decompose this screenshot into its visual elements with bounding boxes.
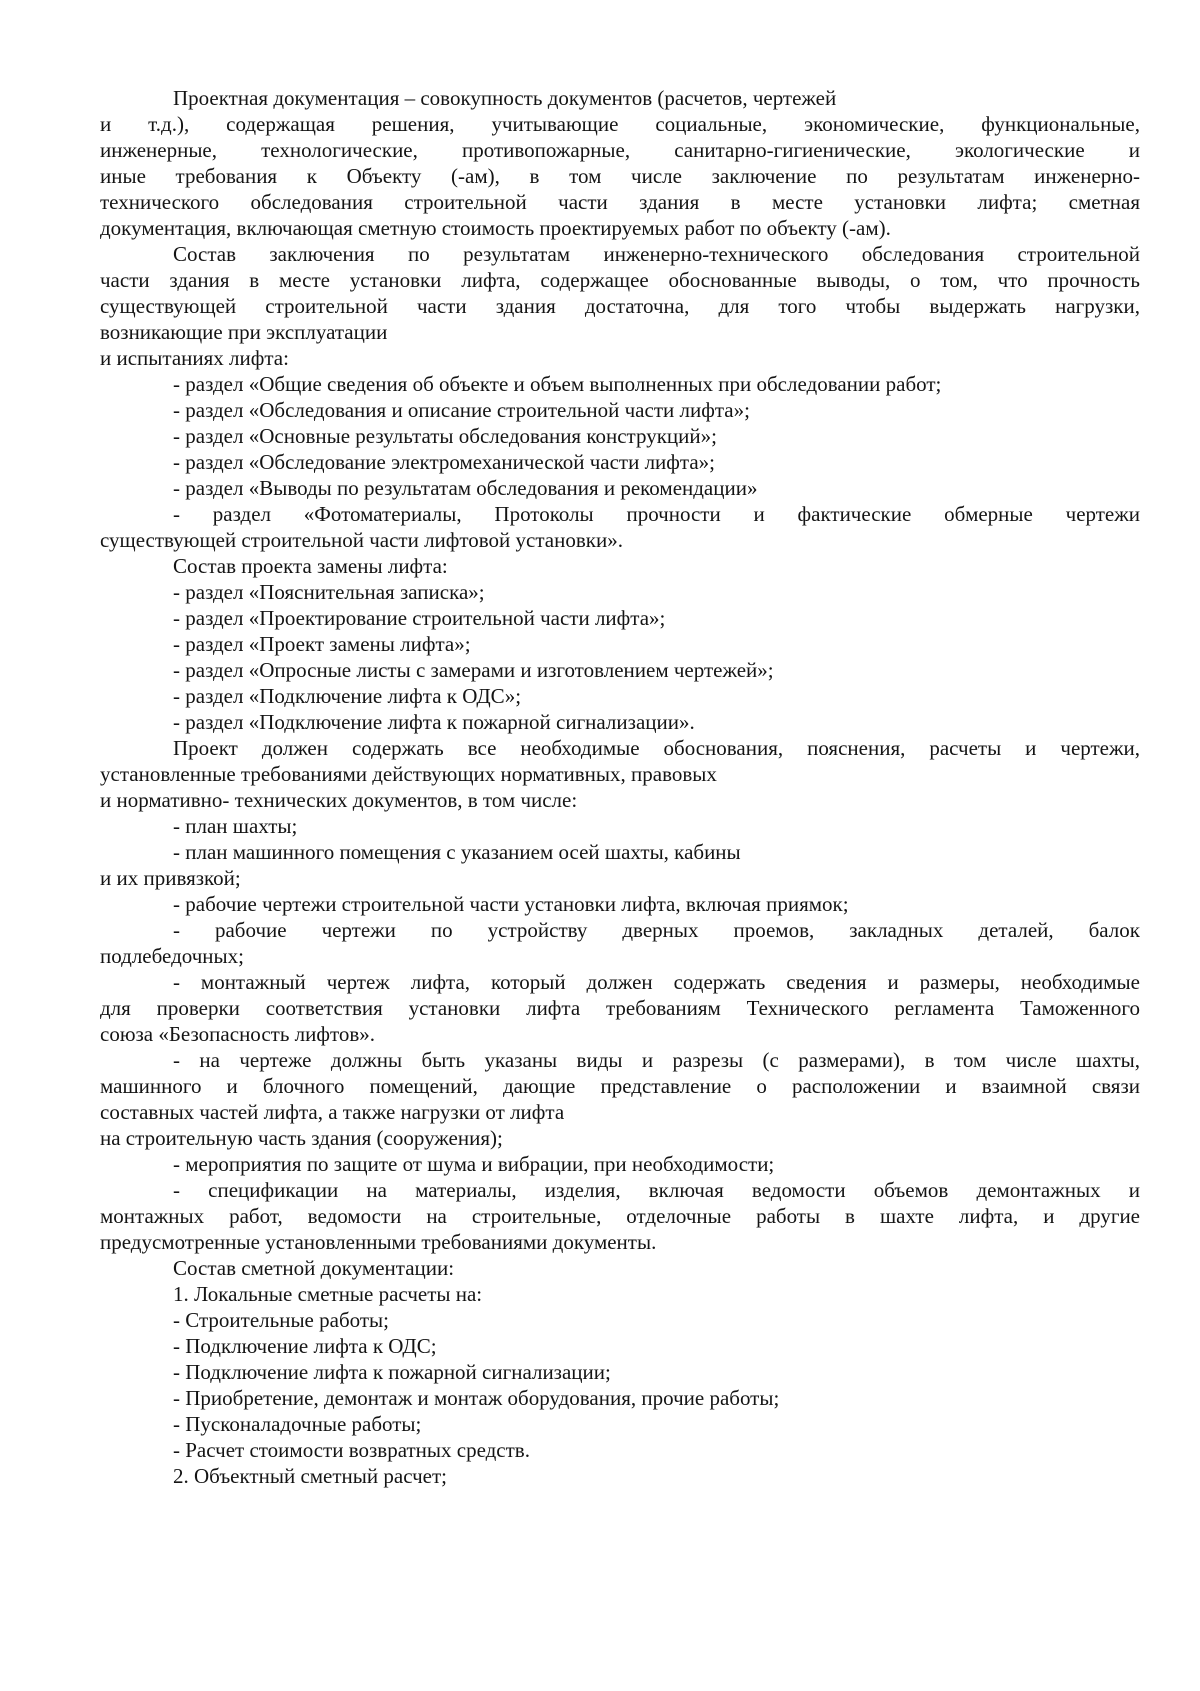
- section-heading: Состав проекта замены лифта:: [173, 554, 448, 578]
- text-line: документация, включающая сметную стоимость проектируемых работ по объекту (-ам).: [100, 216, 891, 240]
- list-item: - раздел «Подключение лифта к пожарной сигнализации».: [173, 710, 695, 734]
- text-line: существующей строительной части лифтовой установки».: [100, 528, 623, 552]
- list-item: - раздел «Пояснительная записка»;: [173, 580, 485, 604]
- text-line: возникающие при эксплуатации: [100, 320, 388, 344]
- text-line: предусмотренные установленными требованиями документы.: [100, 1230, 657, 1254]
- list-item: - Приобретение, демонтаж и монтаж оборудования, прочие работы;: [173, 1386, 780, 1410]
- list-item: - монтажный чертеж лифта, который должен содержать сведения и размеры, необходимые: [173, 970, 1140, 994]
- list-item: - Подключение лифта к пожарной сигнализации;: [173, 1360, 611, 1384]
- list-item: - раздел «Проект замены лифта»;: [173, 632, 471, 656]
- list-item: - раздел «Проектирование строительной части лифта»;: [173, 606, 666, 630]
- text-line: монтажных работ, ведомости на строительные, отделочные работы в шахте лифта, и другие: [100, 1204, 1140, 1228]
- list-item: - Расчет стоимости возвратных средств.: [173, 1438, 530, 1462]
- list-item: - раздел «Обследования и описание строительной части лифта»;: [173, 398, 750, 422]
- list-item: - мероприятия по защите от шума и вибрации, при необходимости;: [173, 1152, 775, 1176]
- text-line: Состав заключения по результатам инженерно-технического обследования строительной: [173, 242, 1140, 266]
- list-item: - рабочие чертежи по устройству дверных проемов, закладных деталей, балок: [173, 918, 1140, 942]
- text-line: технического обследования строительной части здания в месте установки лифта; сметная: [100, 190, 1140, 214]
- text-line: на строительную часть здания (сооружения);: [100, 1126, 503, 1150]
- list-item: 1. Локальные сметные расчеты на:: [173, 1282, 483, 1306]
- text-line: установленные требованиями действующих нормативных, правовых: [100, 762, 717, 786]
- list-item: - раздел «Подключение лифта к ОДС»;: [173, 684, 522, 708]
- text-line: существующей строительной части здания достаточна, для того чтобы выдержать нагрузки,: [100, 294, 1140, 318]
- text-line: и т.д.), содержащая решения, учитывающие социальные, экономические, функциональные,: [100, 112, 1140, 136]
- list-item: - Подключение лифта к ОДС;: [173, 1334, 437, 1358]
- text-line: инженерные, технологические, противопожарные, санитарно-гигиенические, экологические и: [100, 138, 1140, 162]
- list-item: - раздел «Основные результаты обследования конструкций»;: [173, 424, 717, 448]
- list-item: - на чертеже должны быть указаны виды и разрезы (с размерами), в том числе шахты,: [173, 1048, 1140, 1072]
- list-item: - раздел «Выводы по результатам обследования и рекомендации»: [173, 476, 758, 500]
- list-item: - Пусконаладочные работы;: [173, 1412, 422, 1436]
- text-line: и испытаниях лифта:: [100, 346, 289, 370]
- list-item: - раздел «Обследование электромеханической части лифта»;: [173, 450, 715, 474]
- text-line: иные требования к Объекту (-ам), в том числе заключение по результатам инженерно-: [100, 164, 1140, 188]
- text-line: и нормативно- технических документов, в том числе:: [100, 788, 578, 812]
- text-line: союза «Безопасность лифтов».: [100, 1022, 376, 1046]
- list-item: - раздел «Фотоматериалы, Протоколы прочности и фактические обмерные чертежи: [173, 502, 1140, 526]
- list-item: - план шахты;: [173, 814, 298, 838]
- list-item: 2. Объектный сметный расчет;: [173, 1464, 448, 1488]
- list-item: - план машинного помещения с указанием осей шахты, кабины: [173, 840, 741, 864]
- text-line: для проверки соответствия установки лифта требованиям Технического регламента Таможенного: [100, 996, 1140, 1020]
- text-line: Проектная документация – совокупность документов (расчетов, чертежей: [173, 86, 837, 110]
- text-line: машинного и блочного помещений, дающие представление о расположении и взаимной связи: [100, 1074, 1140, 1098]
- text-line: части здания в месте установки лифта, содержащее обоснованные выводы, о том, что прочность: [100, 268, 1140, 292]
- list-item: - спецификации на материалы, изделия, включая ведомости объемов демонтажных и: [173, 1178, 1140, 1202]
- list-item: - раздел «Общие сведения об объекте и объем выполненных при обследовании работ;: [173, 372, 942, 396]
- list-item: - раздел «Опросные листы с замерами и изготовлением чертежей»;: [173, 658, 774, 682]
- text-line: и их привязкой;: [100, 866, 241, 890]
- text-line: подлебедочных;: [100, 944, 244, 968]
- text-line: Проект должен содержать все необходимые обоснования, пояснения, расчеты и чертежи,: [173, 736, 1140, 760]
- list-item: - Строительные работы;: [173, 1308, 389, 1332]
- text-line: составных частей лифта, а также нагрузки от лифта: [100, 1100, 565, 1124]
- section-heading: Состав сметной документации:: [173, 1256, 455, 1280]
- list-item: - рабочие чертежи строительной части установки лифта, включая приямок;: [173, 892, 849, 916]
